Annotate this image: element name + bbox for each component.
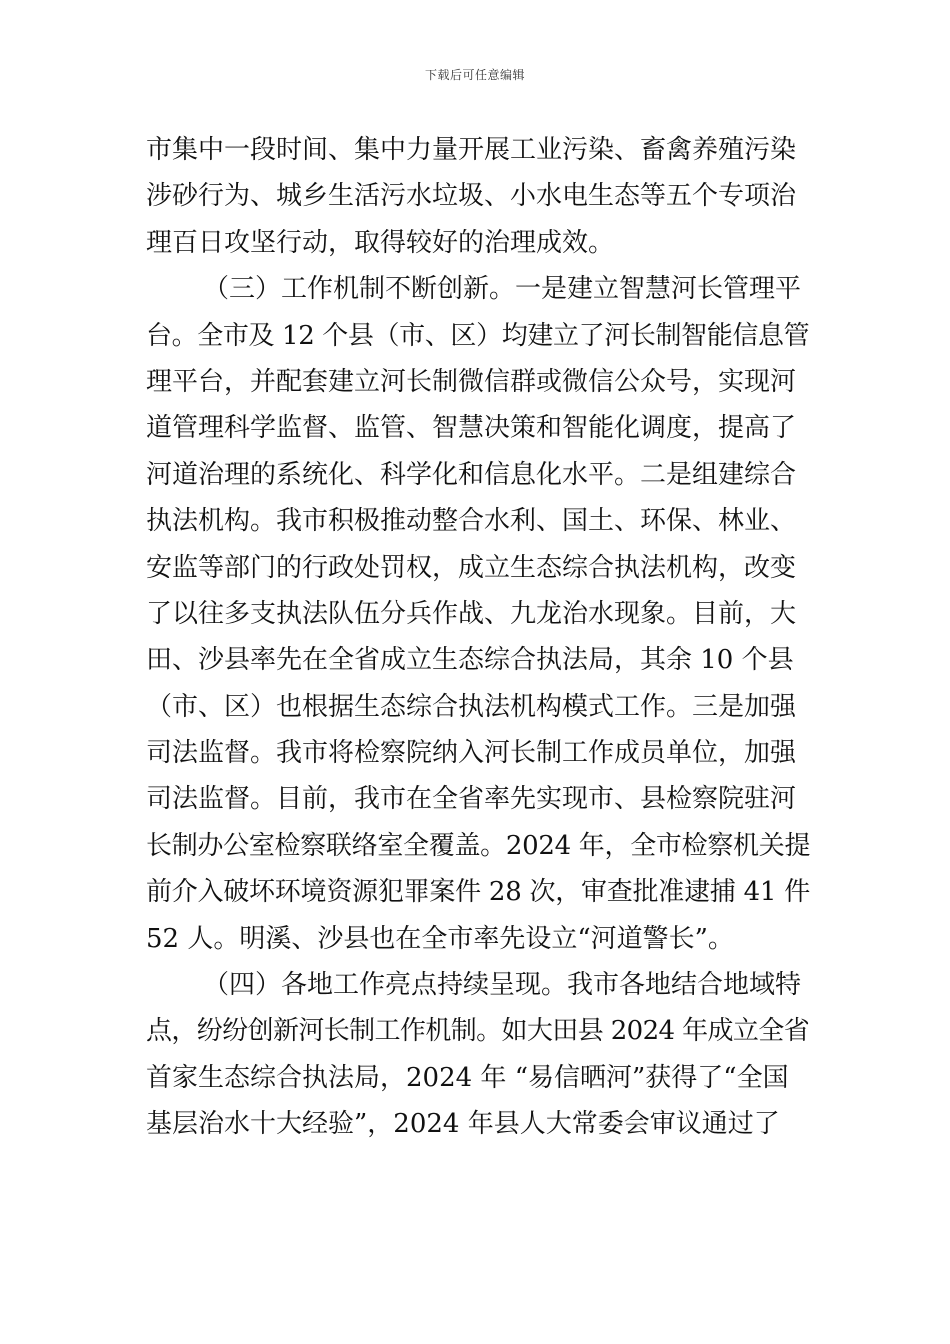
document-body [146,127,810,1148]
text-line: 前介入破坏环境资源犯罪案件 28 次，审查批准逮捕 41 件 [146,877,810,908]
text-line: 理平台，并配套建立河长制微信群或微信公众号，实现河 [146,366,797,397]
text-line: 司法监督。目前，我市在全省率先实现市、县检察院驻河 [146,784,797,815]
text-line: 了以往多支执法队伍分兵作战、九龙治水现象。目前，大 [146,598,797,629]
text-line: 安监等部门的行政处罚权，成立生态综合执法机构，改变 [146,552,797,583]
text-line: 52 人。明溪、沙县也在全市率先设立“河道警长”。 [146,923,734,954]
text-line: 司法监督。我市将检察院纳入河长制工作成员单位，加强 [146,738,797,769]
text-line: 田、沙县率先在全省成立生态综合执法局，其余 10 个县 [146,645,794,676]
text-line: 基层治水十大经验”，2024 年县人大常委会审议通过了 [146,1109,780,1140]
paragraph-first-line: （三）工作机制不断创新。一是建立智慧河长管理平 [203,274,802,305]
text-line: （市、区）也根据生态综合执法机构模式工作。三是加强 [146,691,797,722]
text-line: 长制办公室检察联络室全覆盖。2024 年，全市检察机关提 [146,830,811,861]
text-line: 道管理科学监督、监管、智慧决策和智能化调度，提高了 [146,413,797,444]
text-line: 执法机构。我市积极推动整合水利、国土、环保、林业、 [146,506,797,537]
text-line: 理百日攻坚行动，取得较好的治理成效。 [146,227,615,258]
text-line: 涉砂行为、城乡生活污水垃圾、小水电生态等五个专项治 [146,181,797,212]
page-header-note: 下载后可任意编辑 [424,68,525,82]
paragraph-first-line: （四）各地工作亮点持续呈现。我市各地结合地域特 [203,970,802,1001]
text-line: 点，纷纷创新河长制工作机制。如大田县 2024 年成立全省 [146,1016,810,1047]
text-line: 台。全市及 12 个县（市、区）均建立了河长制智能信息管 [146,320,810,351]
text-line: 河道治理的系统化、科学化和信息化水平。二是组建综合 [146,459,797,490]
text-line: 首家生态综合执法局，2024 年 “易信晒河”获得了“全国 [146,1062,789,1093]
text-line: 市集中一段时间、集中力量开展工业污染、畜禽养殖污染 [146,135,797,165]
